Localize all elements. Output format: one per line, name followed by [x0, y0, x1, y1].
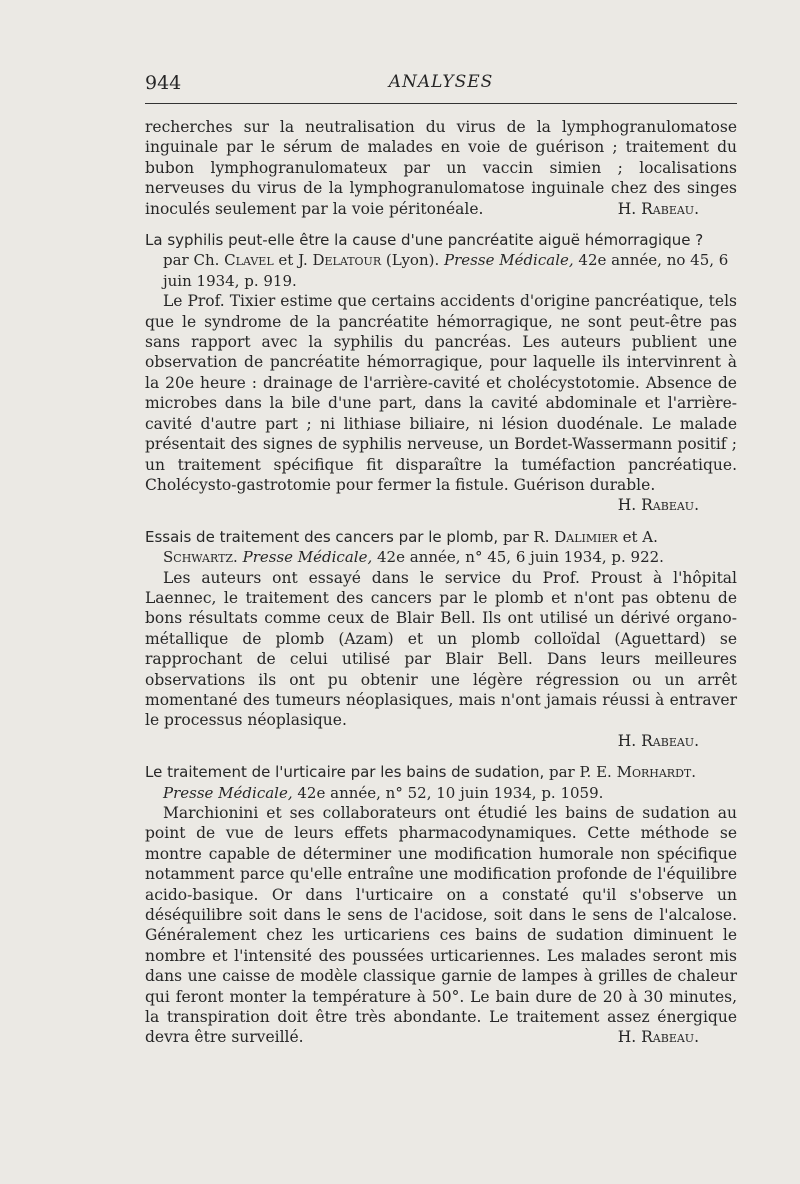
citation-by: par Ch.: [163, 251, 220, 270]
article-title: [145, 527, 737, 547]
article-title: La syphilis peut-elle être la cause d'une pancréatite aiguë hémorragique ?: [145, 231, 704, 250]
article-body: [145, 803, 737, 1048]
citation-details: 42e année, n° 52, 10 juin 1934, p. 1059.: [297, 783, 604, 802]
article-title: [145, 762, 737, 782]
author-name: Schwartz.: [163, 548, 238, 567]
article-syphilis-pancreatite: [145, 230, 737, 516]
article-cancers-plomb: [145, 527, 737, 751]
citation-and: et J.: [278, 251, 308, 270]
journal-name: Presse Médicale,: [163, 783, 293, 802]
journal-name: Presse Médicale,: [444, 251, 574, 270]
citation-details: 42e année, n° 45, 6 juin 1934, p. 922.: [377, 548, 664, 567]
article-citation: [145, 250, 737, 291]
author-name: Dalimier: [554, 527, 618, 546]
author-name: Morhardt.: [616, 763, 696, 782]
intro-paragraph: [145, 117, 737, 219]
article-urticaire-sudation: [145, 762, 737, 1048]
article-body: Les auteurs ont essayé dans le service du Prof. Proust à l'hôpital Laennec, le traitement des cancers par le plomb et n'ont pas obtenu de bons résultats comme ceux de Blair Bell. Ils ont utilisé un dérivé organo-métallique de plomb (Azam) et un plomb colloïdal (Aguettard) se rapprochant de celui utilisé par Blair Bell. Dans leurs meilleures observations ils ont pu obtenir une légère régression ou un arrêt momentané des tumeurs néoplasiques, mais n'ont jamais réussi à entraver le processus néoplasique.: [145, 568, 737, 730]
citation-and: et A.: [622, 527, 658, 546]
article-signature: [145, 495, 737, 515]
citation-by: par R.: [502, 527, 550, 546]
signature-text: H. Rabeau.: [617, 731, 699, 750]
signature-text: H. Rabeau.: [617, 496, 699, 515]
article-citation: [145, 783, 737, 803]
author-name: Delatour: [312, 251, 382, 270]
page-content: [145, 117, 737, 1048]
running-title: ANALYSES: [388, 72, 494, 92]
page-number: 944: [145, 72, 182, 94]
citation-place: (Lyon).: [385, 251, 440, 270]
intro-text: recherches sur la neutralisation du virus de la lymphogranulomatose inguinale par le sérum de malades en voie de guérison ; traitement du bubon lymphogranulomateux par un vaccin simien ; localisations nerveuses du virus de la lymphogranulomatose inguinale chez des singes inoculés seulement par la voie péritonéale.: [145, 118, 737, 218]
article-citation: [145, 547, 737, 567]
page-header: [145, 72, 737, 98]
citation-details: 42e année, no 45, 6 juin 1934, p. 919.: [163, 251, 729, 290]
body-text: Marchionini et ses collaborateurs ont étudié les bains de sudation au point de vue de leurs effets pharmacodynamiques. Cette méthode se montre capable de déterminer une modification humorale non spécifique notamment parce qu'elle entraîne une modification profonde de l'équilibre acido-basique. Or dans l'urticaire on a constaté qu'il s'observe un déséquilibre soit dans le sens de l'acidose, soit dans le sens de l'alcalose. Généralement chez les urticariens ces bains de sudation diminuent le nombre et l'intensité des poussées urticariennes. Les malades seront mis dans une caisse de modèle classique garnie de lampes à grilles de chaleur qui feront monter la température à 50°. Le bain dure de 20 à 30 minutes, la transpiration doit être très abondante. Le traitement assez énergique devra être surveillé.: [145, 804, 737, 1047]
title-text: Essais de traitement des cancers par le plomb,: [145, 527, 499, 546]
author-name: Clavel: [224, 251, 274, 270]
header-rule: [145, 103, 737, 104]
intro-signature: H. Rabeau.: [617, 199, 699, 218]
citation-by: par P. E.: [549, 763, 612, 782]
article-signature: [145, 731, 737, 751]
journal-name: Presse Médicale,: [242, 548, 373, 567]
article-signature: H. Rabeau.: [617, 1028, 699, 1047]
title-text: Le traitement de l'urticaire par les bains de sudation,: [145, 763, 545, 782]
article-body: Le Prof. Tixier estime que certains accidents d'origine pancréatique, tels que le syndrome de la pancréatite hémorragique, ne sont peut-être pas sans rapport avec la syphilis du pancréas. Les auteurs publient une observation de pancréatite hémorragique, pour laquelle ils intervinrent à la 20e heure : drainage de l'arrière-cavité et cholécystotomie. Absence de microbes dans la bile d'une part, dans la cavité abdominale et l'arrière-cavité d'autre part ; ni lithiase biliaire, ni lésion duodénale. Le malade présentait des signes de syphilis nerveuse, un Bordet-Wassermann positif ; un traitement spécifique fit disparaître la tuméfaction pancréatique. Cholécysto-gastrotomie pour fermer la fistule. Guérison durable.: [145, 292, 737, 494]
